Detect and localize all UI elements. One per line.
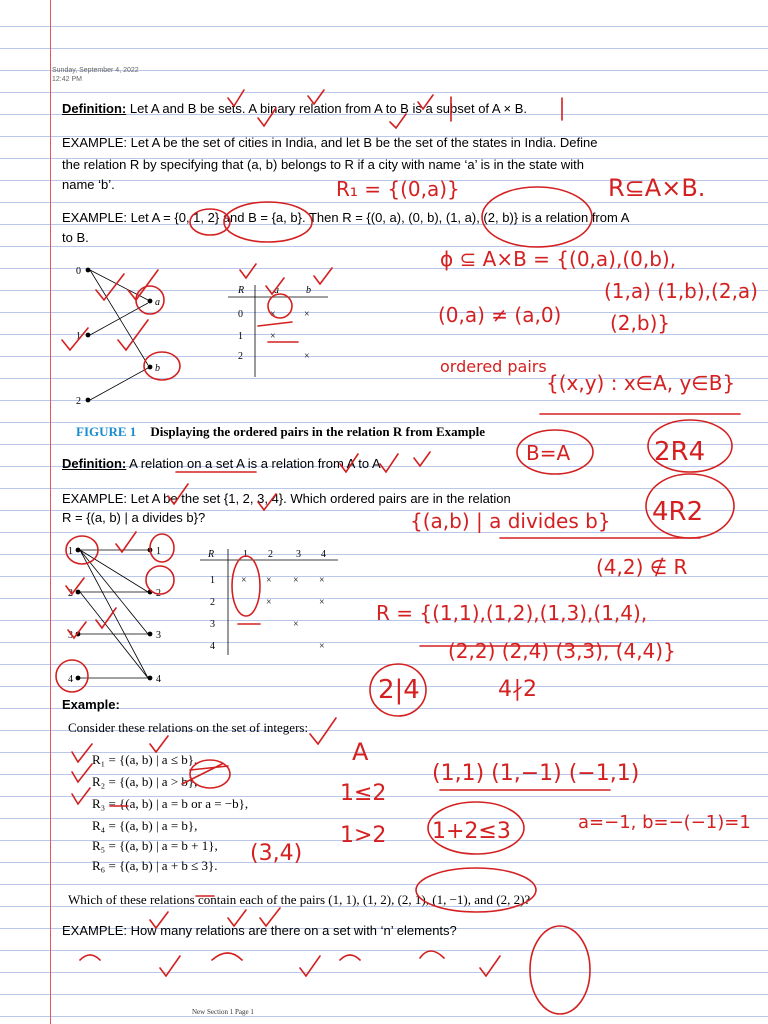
figure-2-left-label-4: 4	[68, 674, 73, 685]
example-1-line-2: the relation R by specifying that (a, b) belongs to R if a city with name ‘a’ is in the state with	[62, 157, 584, 172]
figure-2-left-node-4	[76, 676, 81, 681]
figure-1-cell: ×	[270, 309, 276, 320]
figure-1-table-corner: R	[238, 285, 245, 296]
figure-1-cell: ×	[270, 331, 276, 342]
hw-r-subset: R⊆A×B.	[608, 174, 706, 202]
figure-1-node-2	[86, 398, 91, 403]
figure-1-label-2: 2	[76, 396, 81, 407]
hw-r-list-1: R = {(1,1),(1,2),(1,3),(1,4),	[376, 601, 648, 625]
figure-1-label-1: 1	[76, 331, 81, 342]
figure-2-table-col-3: 3	[296, 549, 301, 560]
figure-1-row-label-0: 0	[238, 309, 243, 320]
figure-1-node-1	[86, 333, 91, 338]
figure-1-cell: ×	[304, 351, 310, 362]
note-time: 12:42 PM	[52, 76, 82, 83]
figure-2-cell: ×	[319, 597, 325, 608]
hw-pair-list: (1,1) (1,−1) (−1,1)	[432, 761, 640, 786]
hw-phi-subset: ϕ ⊆ A×B = {(0,a),(0,b),	[440, 247, 677, 271]
figure-2-left-node-3	[76, 632, 81, 637]
figure-1-table-col-a: a	[274, 285, 279, 296]
figure-1-node-b	[148, 365, 153, 370]
check-mark	[72, 744, 92, 804]
relation-r2: R₂ = {(a, b) | a > b},	[92, 774, 198, 789]
underline-mark	[420, 414, 740, 790]
figure-1-label-b: b	[155, 363, 160, 374]
figure-1-caption	[76, 424, 485, 440]
figure-2-arrows	[80, 550, 148, 678]
hw-one-le-two: 1≤2	[340, 781, 387, 806]
figure-2-table-col-2: 2	[268, 549, 273, 560]
circle-mark	[517, 430, 593, 474]
figure-2-right-label-2: 2	[156, 588, 161, 599]
figure-1-caption-text: Displaying the ordered pairs in the relation R from Example	[150, 424, 486, 439]
definition-1-label: Definition:	[62, 101, 127, 116]
hw-pairs-cont: (1,a) (1,b),(2,a)	[604, 279, 758, 303]
page-footer: New Section 1 Page 1	[192, 1008, 254, 1016]
hw-ordered-pairs: ordered pairs	[440, 357, 547, 376]
example-1-line-1: EXAMPLE: Let A be the set of cities in India, and let B be the set of the states in India. Define	[62, 135, 598, 150]
figure-1-label-0: 0	[76, 266, 81, 277]
figure-2-left-node-2	[76, 590, 81, 595]
figure-1-cell: ×	[304, 309, 310, 320]
figure-2-cell: ×	[266, 575, 272, 586]
hw-one-le-two-crossed: 1>2	[340, 823, 387, 848]
figure-2-left-label-2: 2	[68, 588, 73, 599]
circle-mark	[370, 664, 426, 716]
relation-r4: R₄ = {(a, b) | a = b},	[92, 818, 198, 833]
figure-2-right-node-1	[148, 548, 153, 553]
figure-2-cell: ×	[241, 575, 247, 586]
hw-four-not-div-two: 4∤2	[498, 677, 537, 702]
figure-1-caption-label: FIGURE 1	[76, 424, 137, 439]
hw-a-eq-minus-b: a=−1, b=−(−1)=1	[578, 812, 751, 833]
figure-2-table-col-4: 4	[321, 549, 326, 560]
scribble-mark	[80, 951, 500, 976]
figure-2-row-label-3: 3	[210, 619, 215, 630]
relation-r5: R₅ = {(a, b) | a = b + 1},	[92, 838, 218, 853]
figure-2-table-col-1: 1	[243, 549, 248, 560]
figure-2-row-label-1: 1	[210, 575, 215, 586]
hw-r-list-2: (2,2) (2,4) (3,3), (4,4)}	[448, 639, 676, 663]
figure-1-arrows	[90, 270, 148, 400]
note-date: Sunday, September 4, 2022	[52, 67, 139, 74]
figure-2-cell: ×	[266, 597, 272, 608]
example-4-question: Which of these relations contain each of the pairs (1, 1), (1, 2), (2, 1), (1, −1), and (2, 2)?	[68, 892, 531, 907]
hw-two-r-four: 2R4	[654, 437, 706, 467]
figure-2-table-corner: R	[208, 549, 215, 560]
circle-mark	[646, 474, 734, 538]
figure-1-row-label-2: 2	[238, 351, 243, 362]
figure-2-left-label-1: 1	[68, 546, 73, 557]
figure-2-cell: ×	[293, 575, 299, 586]
figure-2-diagram	[60, 535, 360, 695]
hw-pairs-end: (2,b)}	[610, 311, 671, 335]
figure-1-label-a: a	[155, 297, 160, 308]
figure-2-right-label-4: 4	[156, 674, 161, 685]
hw-three-four: (3,4)	[250, 841, 303, 866]
example-4-heading: Example:	[62, 697, 120, 712]
example-4-intro: Consider these relations on the set of integers:	[68, 720, 309, 735]
hw-four-r-two: 4R2	[652, 497, 704, 527]
relation-r6: R₆ = {(a, b) | a + b ≤ 3}.	[92, 858, 218, 873]
hw-not-in-r: (4,2) ∉ R	[596, 555, 688, 579]
hw-b-equals-a: B=A	[526, 441, 571, 465]
hw-r1-set: R₁ = {(0,a)}	[336, 177, 460, 201]
hw-a-label: A	[352, 738, 369, 766]
example-3-line-1: EXAMPLE: Let A be the set {1, 2, 3, 4}. Which ordered pairs are in the relation	[62, 491, 511, 506]
relation-r1: R₁ = {(a, b) | a ≤ b},	[92, 752, 198, 767]
figure-2-cell: ×	[293, 619, 299, 630]
hw-not-equal: (0,a) ≠ (a,0)	[438, 303, 562, 327]
hw-two-div-four: 2|4	[378, 675, 420, 705]
definition-1-text: Let A and B be sets. A binary relation from A to B is a subset of A × B.	[126, 101, 527, 116]
figure-1-row-label-1: 1	[238, 331, 243, 342]
example-2-line-2: to B.	[62, 230, 89, 245]
figure-2-cell: ×	[319, 641, 325, 652]
figure-1-node-a	[148, 299, 153, 304]
circle-mark	[428, 802, 524, 854]
figure-1-node-0	[86, 268, 91, 273]
figure-2-right-node-4	[148, 676, 153, 681]
circle-mark	[530, 926, 590, 1014]
figure-2-right-node-3	[148, 632, 153, 637]
figure-2-cell: ×	[319, 575, 325, 586]
example-3-line-2: R = {(a, b) | a divides b}?	[62, 510, 206, 525]
definition-2-label: Definition:	[62, 456, 127, 471]
figure-2-right-label-1: 1	[156, 546, 161, 557]
definition-2	[62, 453, 384, 475]
hw-divides-set: {(a,b) | a divides b}	[410, 509, 611, 533]
figure-1-diagram	[60, 255, 440, 415]
figure-2-left-label-3: 3	[68, 630, 73, 641]
notebook-margin-line	[50, 0, 51, 1024]
figure-2-row-label-4: 4	[210, 641, 215, 652]
figure-2-left-node-1	[76, 548, 81, 553]
figure-2-right-label-3: 3	[156, 630, 161, 641]
figure-2-right-node-2	[148, 590, 153, 595]
definition-2-text: A relation on a set A is a relation from A to A.	[126, 456, 385, 471]
relation-r3: R₃ = {(a, b) | a = b or a = −b},	[92, 796, 249, 811]
figure-1-table-col-b: b	[306, 285, 311, 296]
example-5: EXAMPLE: How many relations are there on a set with ‘n’ elements?	[62, 923, 457, 938]
example-2-line-1: EXAMPLE: Let A = {0, 1, 2} and B = {a, b}. Then R = {(0, a), (0, b), (1, a), (2, b)} is a relation from A	[62, 210, 630, 225]
hw-set-builder: {(x,y) : x∈A, y∈B}	[546, 371, 736, 395]
circle-mark	[648, 420, 732, 472]
example-1-line-3: name ‘b’.	[62, 177, 115, 192]
definition-1	[62, 98, 527, 120]
figure-2-row-label-2: 2	[210, 597, 215, 608]
hw-one-plus-two: 1+2≤3	[432, 819, 511, 844]
